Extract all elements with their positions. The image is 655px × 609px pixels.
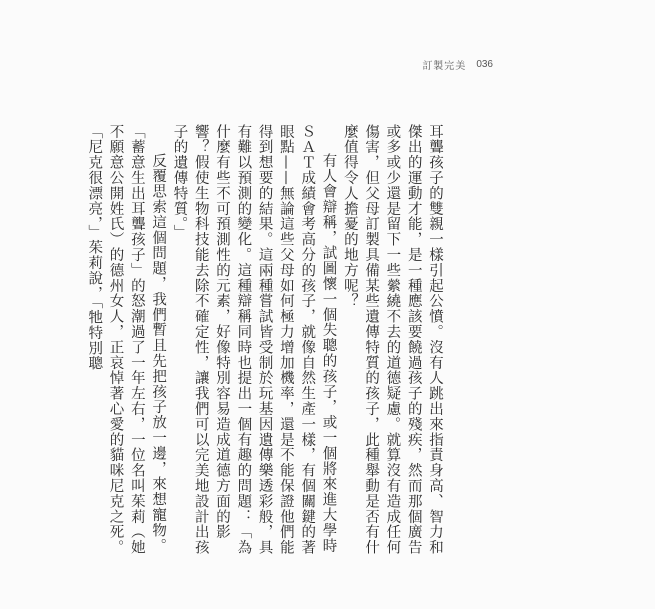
book-title: 訂製完美 <box>422 61 467 72</box>
running-header <box>422 57 493 72</box>
page-number: 036 <box>476 59 493 70</box>
paragraph-3: 反覆思索這個問題，我們暫且先把孩子放一邊，來想寵物。「蓄意生出耳聾孩子」的怒潮過了一年左右，一位名叫茱莉（她不願意公開姓氏）的德州女人，正哀悼著心愛的貓咪尼克之死。「尼克很漂亮，」茱莉說，「牠特別聰 <box>86 124 167 556</box>
paragraph-1: 耳聾孩子的雙親一樣引起公憤。沒有人跳出來指責身高、智力和傑出的運動才能，是一種應該要饒過孩子的殘疾，然而那個廣告或多或少還是留下一些縈繞不去的道德疑慮。就算沒有造成任何傷害，但父母訂製具備某些遺傳特質的孩子，此種舉動是否有什麼值得令人擔憂的地方呢？ <box>341 124 443 556</box>
paragraph-2: 有人會辯稱，試圖懷一個失聰的孩子，或一個將來進大學時ＳＡＴ成績會考高分的孩子，就像自然生產一樣，有個關鍵的著眼點——無論這些父母如何極力增加機率，還是不能保證他們能得到想要的結果。這兩種嘗試皆受制於玩基因遺傳樂透彩般，具有難以預測的變化。這種辯稱同時也提出一個有趣的問題：「為什麼有些不可預測性的元素，好像特別容易造成道德方面的影響？假使生物科技能去除不確定性，讓我們可以完美地設計出孩子的遺傳特質。」 <box>171 124 337 556</box>
body-text <box>83 124 445 564</box>
